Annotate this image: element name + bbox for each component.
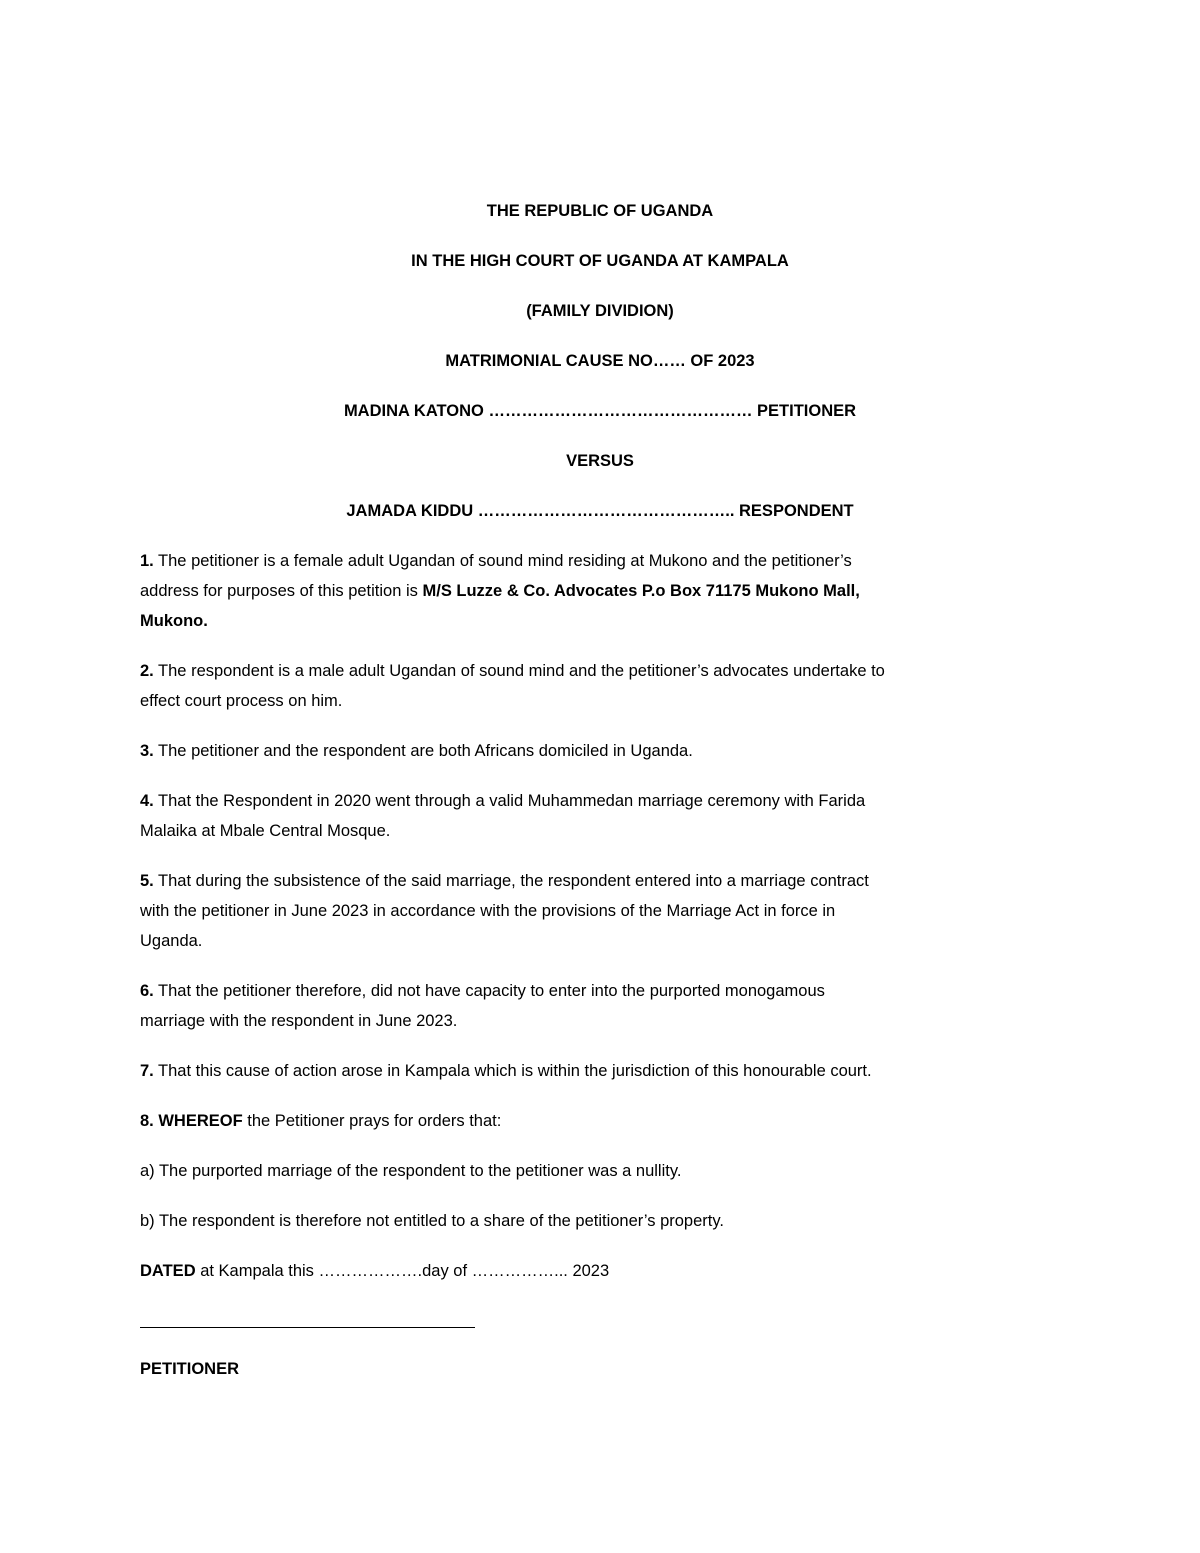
petition-document <box>140 196 1040 1306</box>
text: effect court process on him. <box>140 692 343 710</box>
heading-text: THE REPUBLIC OF UGANDA <box>486 202 714 220</box>
signature-label: PETITIONER <box>140 1360 240 1378</box>
text: with the petitioner in June 2023 in accordance with the provisions of the Marriage Act in force in <box>140 902 836 920</box>
paragraph-line <box>140 926 1040 956</box>
heading-line <box>140 396 1040 426</box>
bold-text: DATED <box>140 1262 196 1280</box>
text: Uganda. <box>140 932 203 950</box>
heading-line <box>140 346 1040 376</box>
heading-line <box>140 446 1040 476</box>
text: b) The respondent is therefore not entitled to a share of the petitioner’s property. <box>140 1212 724 1230</box>
heading-text: IN THE HIGH COURT OF UGANDA AT KAMPALA <box>411 252 789 270</box>
paragraph <box>140 546 1040 636</box>
heading-line <box>140 196 1040 226</box>
bold-text: M/S Luzze & Co. Advocates P.o Box 71175 Mukono Mall, <box>422 582 860 600</box>
bold-text: 1. <box>140 552 154 570</box>
text: The petitioner is a female adult Ugandan of sound mind residing at Mukono and the petitioner’s <box>153 552 852 570</box>
heading-text: JAMADA KIDDU ……………………………………….. RESPONDENT <box>346 502 854 520</box>
paragraph-line <box>140 1006 1040 1036</box>
signature-line <box>140 1327 475 1328</box>
text: That this cause of action arose in Kampala which is within the jurisdiction of this honourable court. <box>153 1062 872 1080</box>
petition-body <box>140 546 1040 1286</box>
text: a) The purported marriage of the respondent to the petitioner was a nullity. <box>140 1162 682 1180</box>
text: That the Respondent in 2020 went through a valid Muhammedan marriage ceremony with Farida <box>153 792 866 810</box>
paragraph-line <box>140 976 1040 1006</box>
paragraph <box>140 736 1040 766</box>
paragraph <box>140 1156 1040 1186</box>
paragraph <box>140 866 1040 956</box>
bold-text: 8. <box>140 1112 154 1130</box>
paragraph <box>140 786 1040 846</box>
text: address for purposes of this petition is <box>140 582 423 600</box>
heading-text: MATRIMONIAL CAUSE NO…… OF 2023 <box>445 352 755 370</box>
heading-text: MADINA KATONO ………………………………………… PETITIONER <box>343 402 857 420</box>
paragraph-line <box>140 576 1040 606</box>
bold-text: Mukono. <box>140 612 208 630</box>
text: That during the subsistence of the said marriage, the respondent entered into a marriage contract <box>153 872 869 890</box>
paragraph <box>140 1206 1040 1236</box>
paragraph-line <box>140 786 1040 816</box>
heading-line <box>140 246 1040 276</box>
paragraph <box>140 1056 1040 1086</box>
paragraph-line <box>140 736 1040 766</box>
paragraph <box>140 1256 1040 1286</box>
heading-text: (FAMILY DIVIDION) <box>526 302 674 320</box>
paragraph-line <box>140 1206 1040 1236</box>
text: The petitioner and the respondent are both Africans domiciled in Uganda. <box>153 742 693 760</box>
heading-line <box>140 496 1040 526</box>
bold-text: 3. <box>140 742 154 760</box>
text: at Kampala this ……………….day of ……………... 2023 <box>195 1262 610 1280</box>
case-heading <box>140 196 1040 526</box>
paragraph-line <box>140 896 1040 926</box>
paragraph <box>140 976 1040 1036</box>
paragraph-line <box>140 686 1040 716</box>
text: marriage with the respondent in June 2023. <box>140 1012 458 1030</box>
paragraph-line <box>140 1056 1040 1086</box>
bold-text: 6. <box>140 982 154 1000</box>
paragraph-line <box>140 1256 1040 1286</box>
bold-text: 7. <box>140 1062 154 1080</box>
paragraph-line <box>140 866 1040 896</box>
bold-text: 5. <box>140 872 154 890</box>
heading-line <box>140 296 1040 326</box>
paragraph <box>140 656 1040 716</box>
paragraph-line <box>140 546 1040 576</box>
paragraph-line <box>140 1106 1040 1136</box>
bold-text: WHEREOF <box>158 1112 243 1130</box>
text: the Petitioner prays for orders that: <box>242 1112 502 1130</box>
paragraph <box>140 1106 1040 1136</box>
text: Malaika at Mbale Central Mosque. <box>140 822 391 840</box>
text: That the petitioner therefore, did not have capacity to enter into the purported monogamous <box>153 982 825 1000</box>
paragraph-line <box>140 606 1040 636</box>
text: The respondent is a male adult Ugandan of sound mind and the petitioner’s advocates undertake to <box>153 662 885 680</box>
paragraph-line <box>140 816 1040 846</box>
bold-text: 2. <box>140 662 154 680</box>
paragraph-line <box>140 656 1040 686</box>
paragraph-line <box>140 1156 1040 1186</box>
bold-text: 4. <box>140 792 154 810</box>
heading-text: VERSUS <box>566 452 634 470</box>
